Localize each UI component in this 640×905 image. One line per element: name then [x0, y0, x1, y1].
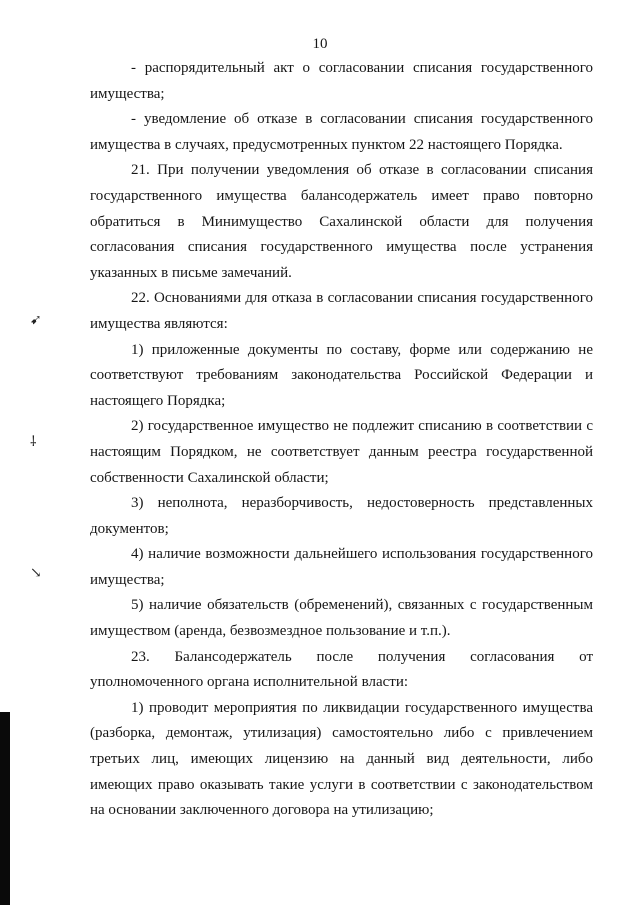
paragraph-22-item-3: 3) неполнота, неразборчивость, недостоверность представленных документов; [90, 495, 593, 537]
binding-hole-mark-icon: ↘ [30, 566, 42, 581]
paragraph-refusal-notice: - уведомление об отказе в согласовании списания государственного имущества в случаях, предусмотренных пунктом 22 настоящего Порядка. [90, 111, 593, 153]
paragraph-23: 23. Балансодержатель после получения согласования от уполномоченного органа исполнительной власти: [90, 648, 593, 691]
paragraph-22: 22. Основаниями для отказа в согласовании списания государственного имущества являются: [90, 290, 593, 332]
document-body [90, 56, 593, 824]
binding-hole-mark-icon: ⸸ [30, 435, 37, 450]
paragraph-order-act: - распорядительный акт о согласовании списания государственного имущества; [90, 60, 593, 102]
paragraph-22-item-5: 5) наличие обязательств (обременений), связанных с государственным имуществом (аренда, безвозмездное пользование и т.п.). [90, 597, 593, 640]
binding-hole-mark-icon: ➹ [30, 313, 42, 328]
scan-edge-shadow [0, 712, 10, 905]
paragraph-23-item-1: 1) проводит мероприятия по ликвидации государственного имущества (разборка, демонтаж, утилизация) самостоятельно либо с привлечением третьих лиц, имеющих лицензию на данный вид деятельности, либо имеющих право оказывать такие услуги в соответствии с законодательством на основании заключенного договора на утилизацию; [90, 699, 593, 819]
page-number: 10 [312, 36, 328, 52]
paragraph-21: 21. При получении уведомления об отказе в согласовании списания государственного имущества балансодержатель имеет право повторно обратиться в Минимущество Сахалинской области для получения согласования списания государственного имущества после устранения указанных в письме замечаний. [90, 162, 593, 281]
paragraph-22-item-4: 4) наличие возможности дальнейшего использования государственного имущества; [90, 546, 593, 588]
paragraph-22-item-1: 1) приложенные документы по составу, форме или содержанию не соответствуют требованиям законодательства Российской Федерации и настоящего Порядка; [90, 341, 593, 409]
paragraph-22-item-2: 2) государственное имущество не подлежит списанию в соответствии с настоящим Порядком, не соответствует данным реестра государственной собственности Сахалинской области; [90, 418, 593, 486]
